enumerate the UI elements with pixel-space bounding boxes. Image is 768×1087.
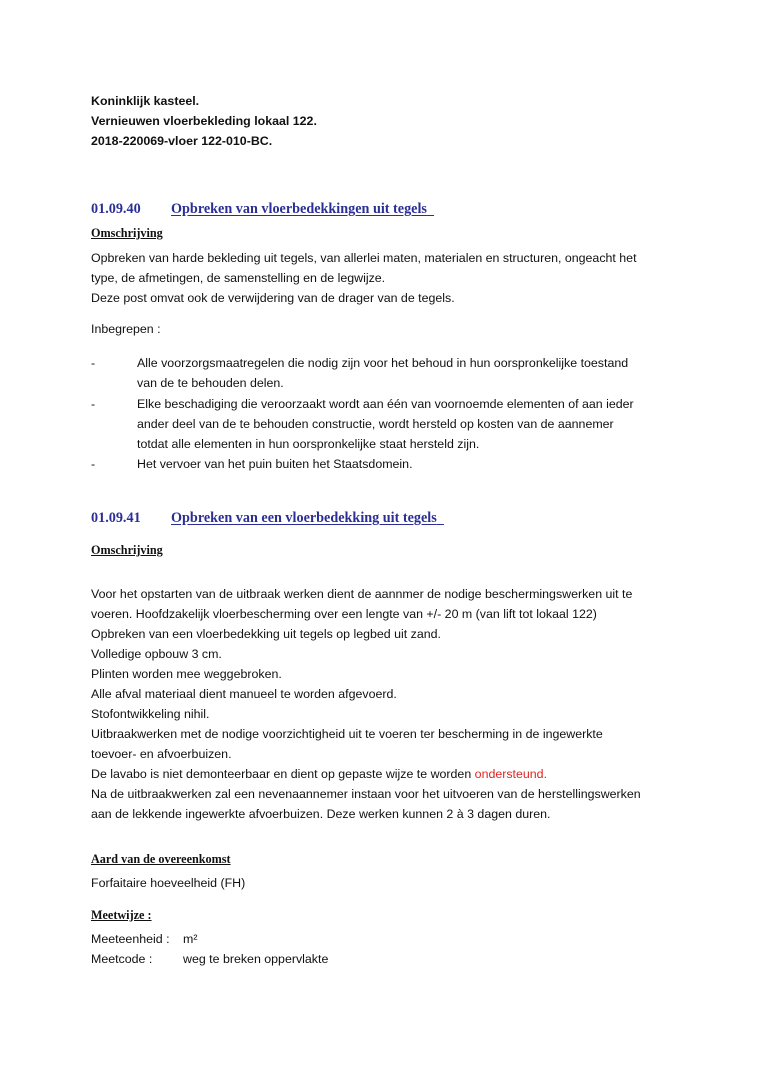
bullet-line: totdat alle elementen in hun oorspronkelijke staat hersteld zijn. (137, 437, 480, 451)
meetcode-value: weg te breken oppervlakte (183, 952, 329, 966)
header-line-2: Vernieuwen vloerbekleding lokaal 122. (91, 114, 317, 128)
bullet-line: ander deel van de te behouden constructie, wordt hersteld op kosten van de aannemer (137, 417, 614, 431)
aard-label: Aard van de overeenkomst (91, 852, 231, 866)
section-2-line: Na de uitbraakwerken zal een nevenaannemer instaan voor het uitvoeren van de herstellingswerken (91, 787, 641, 801)
section-2-line: Plinten worden mee weggebroken. (91, 667, 282, 681)
meetcode-label: Meetcode : (91, 952, 153, 966)
lavabo-text: De lavabo is niet demonteerbaar en dient op gepaste wijze te worden (91, 767, 475, 781)
section-2-title: Opbreken van een vloerbedekking uit tegels (171, 510, 437, 526)
section-2-line: Alle afval materiaal dient manueel te worden afgevoerd. (91, 687, 397, 701)
section-1-code: 01.09.40 (91, 201, 141, 217)
section-1-omschrijving: Omschrijving (91, 226, 163, 240)
header-line-3: 2018-220069-vloer 122-010-BC. (91, 134, 273, 148)
meetwijze-label: Meetwijze : (91, 908, 152, 922)
meeteenheid-value: m² (183, 932, 198, 946)
bullet-line: Elke beschadiging die veroorzaakt wordt aan één van voornoemde elementen of aan ieder (137, 397, 634, 411)
bullet-dash: - (91, 397, 96, 411)
bullet-line: van de te behouden delen. (137, 376, 284, 390)
section-1-heading (91, 201, 434, 218)
section-2-line: Volledige opbouw 3 cm. (91, 647, 222, 661)
section-2-line: voeren. Hoofdzakelijk vloerbescherming over een lengte van +/- 20 m (van lift tot lokaal 122) (91, 607, 597, 621)
bullet-line: Alle voorzorgsmaatregelen die nodig zijn voor het behoud in hun oorspronkelijke toestand (137, 356, 629, 370)
inbegrepen-label: Inbegrepen : (91, 322, 161, 336)
section-1-para-line: Deze post omvat ook de verwijdering van de drager van de tegels. (91, 291, 455, 305)
section-2-code: 01.09.41 (91, 510, 141, 526)
section-2-omschrijving: Omschrijving (91, 543, 163, 557)
section-2-line: toevoer- en afvoerbuizen. (91, 747, 232, 761)
aard-value: Forfaitaire hoeveelheid (FH) (91, 876, 246, 890)
section-2-line (91, 764, 547, 784)
section-2-heading (91, 510, 444, 527)
section-1-para-line: type, de afmetingen, de samenstelling en de legwijze. (91, 271, 386, 285)
bullet-dash: - (91, 356, 96, 370)
bullet-dash: - (91, 457, 96, 471)
section-1-title: Opbreken van vloerbedekkingen uit tegels (171, 201, 427, 217)
section-2-line: aan de lekkende ingewerkte afvoerbuizen. Deze werken kunnen 2 à 3 dagen duren. (91, 807, 551, 821)
section-2-line: Opbreken van een vloerbedekking uit tegels op legbed uit zand. (91, 627, 441, 641)
section-2-line: Uitbraakwerken met de nodige voorzichtigheid uit te voeren ter bescherming in de ingewerkte (91, 727, 603, 741)
ondersteund-highlight: ondersteund. (474, 767, 548, 781)
section-2-line: Stofontwikkeling nihil. (91, 707, 210, 721)
meeteenheid-label: Meeteenheid : (91, 932, 170, 946)
section-2-line: Voor het opstarten van de uitbraak werken dient de aannmer de nodige beschermingswerken uit te (91, 587, 633, 601)
header-line-1: Koninklijk kasteel. (91, 94, 200, 108)
bullet-line: Het vervoer van het puin buiten het Staatsdomein. (137, 457, 413, 471)
section-1-para-line: Opbreken van harde bekleding uit tegels, van allerlei maten, materialen en structuren, ongeacht het (91, 251, 637, 265)
